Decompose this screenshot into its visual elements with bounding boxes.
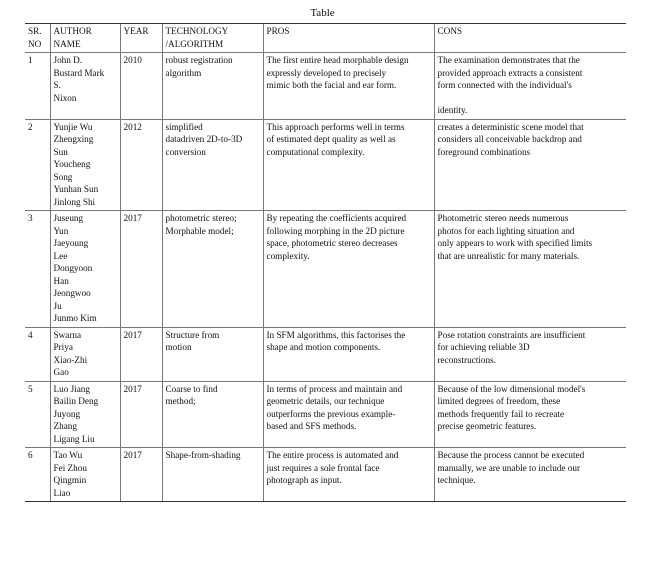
header-pros [263, 24, 434, 53]
cell-cons-line: creates a deterministic scene model that [437, 121, 584, 132]
cell-author-line: Luo Jiang [53, 383, 90, 394]
cell-author-line: Yun [53, 225, 69, 236]
header-srno-line: SR. [28, 26, 42, 36]
cell-pros-line: In terms of process and maintain and [266, 383, 403, 394]
table-row [25, 119, 626, 211]
cell-technology [162, 381, 263, 448]
cell-author-line: Juseung [53, 213, 84, 223]
cell-author-line: Tao Wu [53, 450, 83, 460]
cell-year-value: 2010 [123, 55, 142, 65]
cell-author-line: Sun [53, 146, 68, 157]
cell-author-line: Zhengxing [53, 134, 94, 144]
cell-author-line: Yunjie Wu [53, 121, 93, 132]
cell-cons [434, 211, 626, 328]
cell-technology [162, 53, 263, 120]
cell-cons-line: precise geometric features. [437, 421, 537, 431]
cell-pros-line: shape and motion components. [266, 342, 381, 352]
cell-cons-line: Because of the low dimensional model's [437, 383, 586, 394]
header-pros-label: PROS [266, 26, 290, 36]
header-year-label: YEAR [123, 26, 149, 36]
header-srno [25, 24, 50, 53]
literature-table [25, 23, 626, 502]
table-caption: Table [310, 7, 335, 19]
cell-srno [25, 53, 50, 120]
cell-srno-value: 5 [28, 383, 33, 394]
cell-pros-line: computational complexity. [266, 146, 365, 157]
cell-author [50, 211, 120, 328]
cell-year [120, 119, 162, 211]
cell-cons-line: methods frequently fail to recreate [437, 408, 565, 419]
cell-author-line: Xiao-Zhi [53, 354, 88, 365]
cell-pros-line: The entire process is automated and [266, 450, 399, 460]
header-srno-line: NO [28, 38, 42, 49]
cell-cons-line: Because the process cannot be executed [437, 450, 585, 460]
cell-pros [263, 381, 434, 448]
header-technology-line: TECHNOLOGY [165, 26, 229, 36]
header-cons [434, 24, 626, 53]
cell-year-value: 2017 [123, 450, 142, 460]
cell-pros-line: geometric details, our technique [266, 396, 385, 406]
cell-author-line: Yunhan Sun [53, 184, 99, 194]
cell-cons-line: reconstructions. [437, 354, 496, 365]
cell-author-line: Bailin Deng [53, 396, 99, 406]
cell-pros-line: of estimated dept quality as well as [266, 134, 396, 144]
cell-author-line: Liao [53, 487, 71, 498]
cell-year [120, 448, 162, 502]
cell-srno-value: 2 [28, 121, 33, 132]
table-row [25, 211, 626, 328]
cell-pros [263, 119, 434, 211]
cell-author-line: Fei Zhou [53, 462, 87, 473]
cell-author-line: Han [53, 275, 69, 286]
cell-author-line: S. [53, 80, 61, 90]
cell-pros-line: The first entire head morphable design [266, 55, 409, 65]
cell-technology [162, 327, 263, 381]
cell-author-line: Ju [53, 300, 62, 311]
cell-pros-line: photograph as input. [266, 475, 342, 485]
cell-cons [434, 53, 626, 120]
table-row [25, 381, 626, 448]
cell-author [50, 381, 120, 448]
cell-srno-value: 4 [28, 329, 33, 340]
cell-pros-line: complexity. [266, 250, 310, 261]
cell-author-line: John D. [53, 55, 83, 65]
cell-cons-line: manually, we are unable to include our [437, 462, 581, 473]
cell-technology-line: Structure from [165, 329, 220, 340]
header-year [120, 24, 162, 53]
cell-cons-line: limited degrees of freedom, these [437, 396, 561, 406]
cell-cons [434, 381, 626, 448]
cell-cons-line: photos for each lighting situation and [437, 225, 575, 236]
cell-cons-line: foreground combinations [437, 146, 531, 157]
cell-author-line: Dongyoon [53, 263, 93, 273]
header-technology [162, 24, 263, 53]
cell-author-line: Gao [53, 367, 69, 377]
cell-cons-line: only appears to work with specified limits [437, 238, 593, 248]
cell-cons-line: Pose rotation constraints are insufficient [437, 329, 586, 340]
cell-pros [263, 448, 434, 502]
cell-cons-line: considers all conceivable backdrop and [437, 134, 582, 144]
cell-author-line: Ligang Liu [53, 433, 95, 444]
cell-technology-line: motion [165, 342, 192, 352]
cell-technology-line: photometric stereo; [165, 213, 237, 223]
cell-technology-line: datadriven 2D-to-3D [165, 134, 243, 144]
header-author [50, 24, 120, 53]
cell-srno [25, 211, 50, 328]
cell-cons-line: provided approach extracts a consistent [437, 67, 583, 78]
cell-cons [434, 448, 626, 502]
table-header-row [25, 24, 626, 53]
cell-technology-line: simplified [165, 121, 203, 132]
cell-year [120, 381, 162, 448]
cell-cons-line: Photometric stereo needs numerous [437, 213, 569, 223]
table-body [25, 53, 626, 502]
cell-year [120, 327, 162, 381]
cell-year-value: 2012 [123, 121, 142, 132]
cell-pros-line: mimic both the facial and ear form. [266, 80, 397, 90]
cell-author-line: Jaeyoung [53, 238, 89, 248]
cell-technology [162, 211, 263, 328]
cell-cons-line: The examination demonstrates that the [437, 55, 580, 65]
cell-srno-value: 1 [28, 55, 33, 65]
cell-author-line: Nixon [53, 92, 77, 103]
cell-cons-line: form connected with the individual's [437, 80, 572, 90]
header-author-line: NAME [53, 38, 81, 49]
cell-author-line: Zhang [53, 421, 77, 431]
cell-author [50, 119, 120, 211]
cell-pros-line: just requires a sole frontal face [266, 462, 380, 473]
cell-pros-line: following morphing in the 2D picture [266, 225, 405, 236]
cell-technology-line: Morphable model; [165, 225, 234, 236]
cell-cons [434, 327, 626, 381]
table-row [25, 448, 626, 502]
cell-srno [25, 327, 50, 381]
cell-year-value: 2017 [123, 329, 142, 340]
cell-pros-line: By repeating the coefficients acquired [266, 213, 407, 223]
cell-pros-line: This approach performs well in terms [266, 121, 405, 132]
cell-technology-line: algorithm [165, 67, 202, 78]
cell-author [50, 53, 120, 120]
cell-technology-line: method; [165, 396, 196, 406]
cell-technology [162, 448, 263, 502]
cell-pros-line: expressly developed to precisely [266, 67, 387, 78]
cell-cons-line: for achieving reliable 3D [437, 342, 530, 352]
cell-year [120, 53, 162, 120]
cell-author-line: Qingmin [53, 475, 87, 485]
cell-author-line: Lee [53, 250, 68, 261]
cell-author-line: Juyong [53, 408, 81, 419]
table-row [25, 327, 626, 381]
header-cons-label: CONS [437, 26, 463, 36]
cell-author-line: Junmo Kim [53, 313, 97, 323]
cell-author-line: Youcheng [53, 159, 91, 169]
cell-cons-line: technique. [437, 475, 476, 485]
table-row [25, 53, 626, 120]
cell-cons-line: identity. [437, 105, 468, 115]
cell-year-value: 2017 [123, 213, 142, 223]
cell-cons [434, 119, 626, 211]
cell-author-line: Swarna [53, 329, 82, 340]
cell-cons-line: that are unrealistic for many materials. [437, 250, 580, 261]
cell-technology-line: Shape-from-shading [165, 450, 241, 460]
cell-pros-line: space, photometric stereo decreases [266, 238, 398, 248]
cell-technology-line: robust registration [165, 55, 233, 65]
cell-technology-line: Coarse to find [165, 383, 218, 394]
cell-pros [263, 53, 434, 120]
cell-pros-line: outperforms the previous example- [266, 408, 396, 419]
header-technology-line: /ALGORITHM [165, 38, 224, 49]
cell-technology-line: conversion [165, 146, 206, 157]
cell-srno-value: 6 [28, 450, 33, 460]
cell-author-line: Bustard Mark [53, 67, 105, 78]
cell-author-line: Jinlong Shi [53, 196, 96, 207]
cell-author-line: Jeongwoo [53, 288, 91, 298]
cell-author [50, 327, 120, 381]
cell-srno [25, 381, 50, 448]
header-author-line: AUTHOR [53, 26, 92, 36]
cell-technology [162, 119, 263, 211]
cell-pros [263, 211, 434, 328]
cell-srno [25, 448, 50, 502]
cell-year [120, 211, 162, 328]
cell-author [50, 448, 120, 502]
cell-cons-line [438, 92, 624, 105]
cell-year-value: 2017 [123, 383, 142, 394]
cell-srno-value: 3 [28, 213, 33, 223]
cell-pros-line: In SFM algorithms, this factorises the [266, 329, 406, 340]
cell-srno [25, 119, 50, 211]
cell-author-line: Song [53, 171, 73, 182]
cell-pros-line: based and SFS methods. [266, 421, 357, 431]
cell-pros [263, 327, 434, 381]
cell-author-line: Priya [53, 342, 73, 352]
